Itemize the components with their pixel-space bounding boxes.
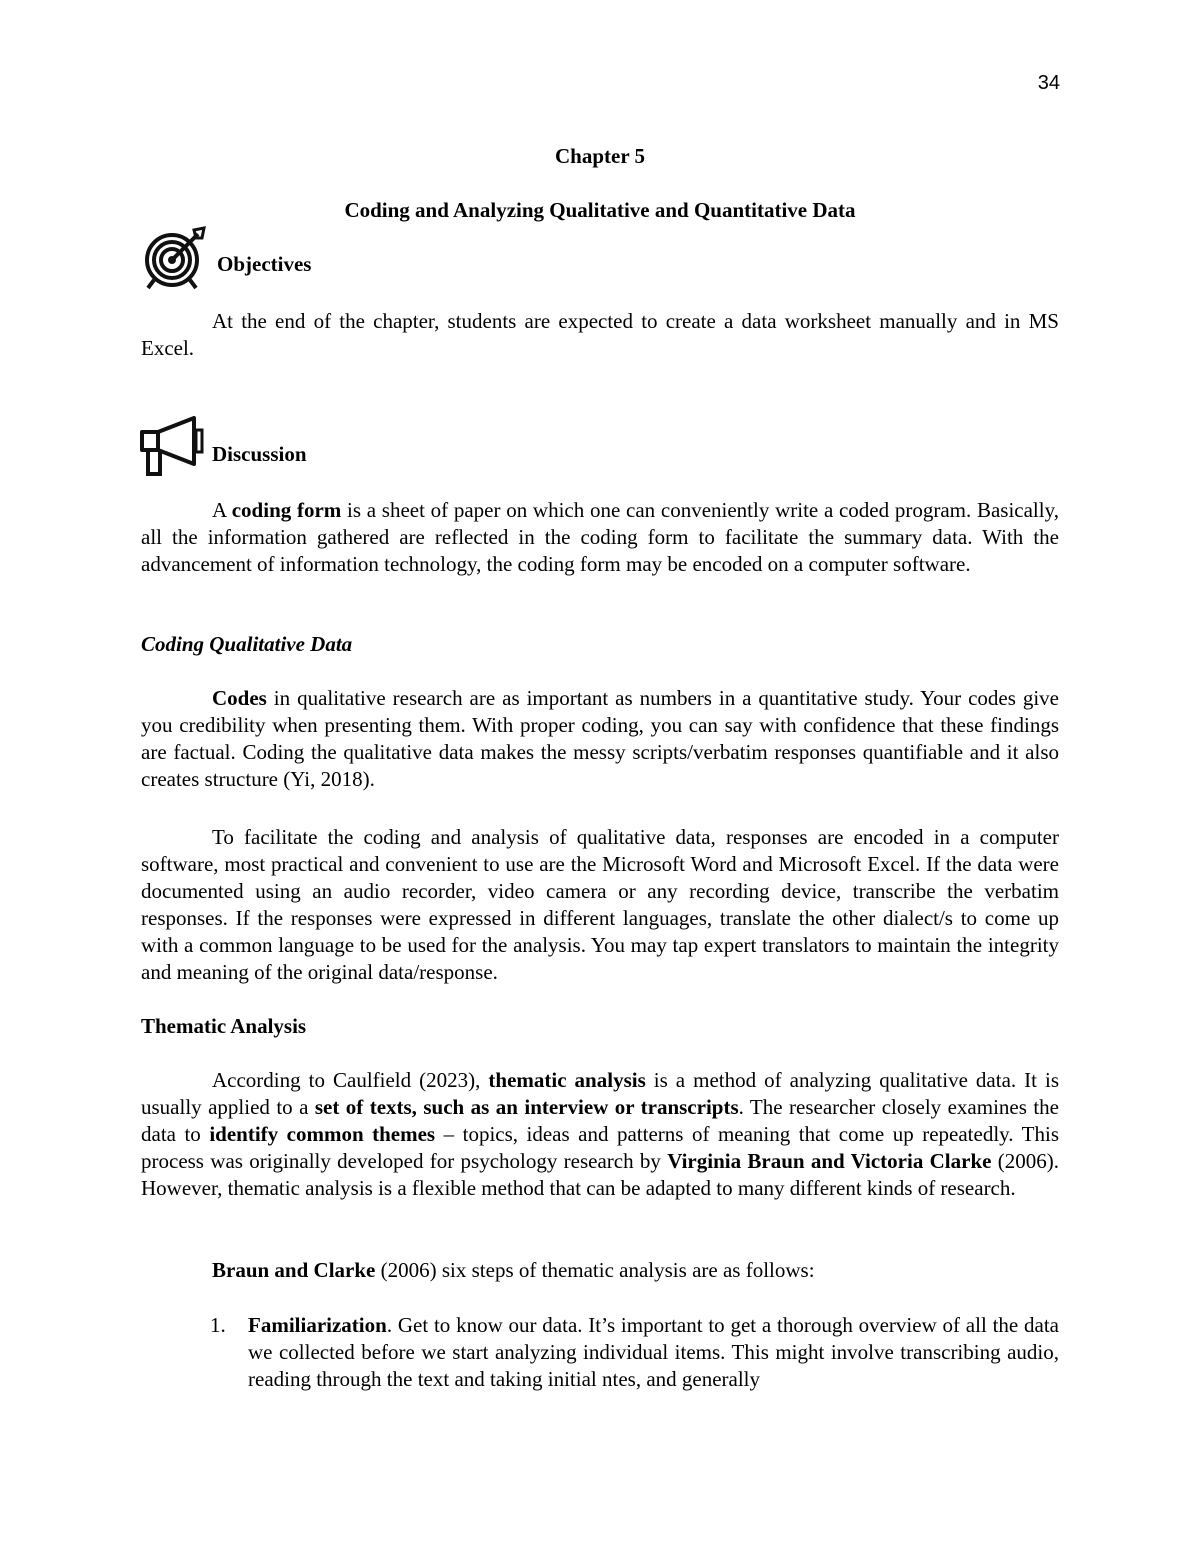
discussion-heading: Discussion (212, 442, 307, 466)
list-text: Familiarization. Get to know our data. It’s important to get a thorough overview of all the data we collected before we start analyzing individual items. This might involve transcribing audio, reading through the text and taking initial ntes, and generally (248, 1313, 1059, 1391)
objectives-text (141, 308, 1059, 362)
objectives-paragraph: At the end of the chapter, students are expected to create a data worksheet manually and in MS Excel. (141, 309, 1059, 360)
six-steps-intro: Braun and Clarke (2006) six steps of thematic analysis are as follows: (212, 1258, 815, 1282)
codes-paragraph: Codes in qualitative research are as important as numbers in a quantitative study. Your codes give you credibility when presenting them. With proper coding, you can say with confidence that these findings are factual. Coding the qualitative data makes the messy scripts/verbatim responses quantifiable and it also creates structure (Yi, 2018). (141, 686, 1059, 791)
page-number: 34 (1037, 72, 1060, 94)
megaphone-icon (138, 414, 208, 480)
objectives-heading: Objectives (217, 252, 312, 276)
thematic-analysis-heading: Thematic Analysis (141, 1014, 307, 1038)
thematic-body-2 (141, 1257, 1059, 1284)
target-icon (140, 224, 210, 290)
coding-qualitative-body-2 (141, 824, 1059, 986)
coding-qualitative-body-1 (141, 685, 1059, 793)
thematic-paragraph: According to Caulfield (2023), thematic analysis is a method of analyzing qualitative data. It is usually applied to a set of texts, such as an interview or transcripts. The researcher closely examines the data to identify common themes – topics, ideas and patterns of meaning that come up repeatedly. This process was originally developed for psychology research by Virginia Braun and Victoria Clarke (2006). However, thematic analysis is a flexible method that can be adapted to many different kinds of research. (141, 1068, 1059, 1200)
chapter-title: Coding and Analyzing Qualitative and Quantitative Data (344, 198, 856, 222)
list-number: 1. (210, 1313, 226, 1337)
list-item (212, 1312, 1059, 1393)
coding-qualitative-heading: Coding Qualitative Data (141, 632, 353, 656)
discussion-paragraph: A coding form is a sheet of paper on which one can conveniently write a coded program. Basically, all the information gathered are reflected in the coding form to facilitate the summary data. With the advancement of information technology, the coding form may be encoded on a computer software. (141, 498, 1059, 576)
discussion-body (141, 497, 1059, 578)
thematic-body-1 (141, 1067, 1059, 1202)
chapter-heading: Chapter 5 (554, 144, 646, 168)
encoding-paragraph: To facilitate the coding and analysis of qualitative data, responses are encoded in a computer software, most practical and convenient to use are the Microsoft Word and Microsoft Excel. If the data were documented using an audio recorder, video camera or any recording device, transcribe the verbatim responses. If the responses were expressed in different languages, translate the other dialect/s to come up with a common language to be used for the analysis. You may tap expert translators to maintain the integrity and meaning of the original data/response. (141, 825, 1059, 984)
